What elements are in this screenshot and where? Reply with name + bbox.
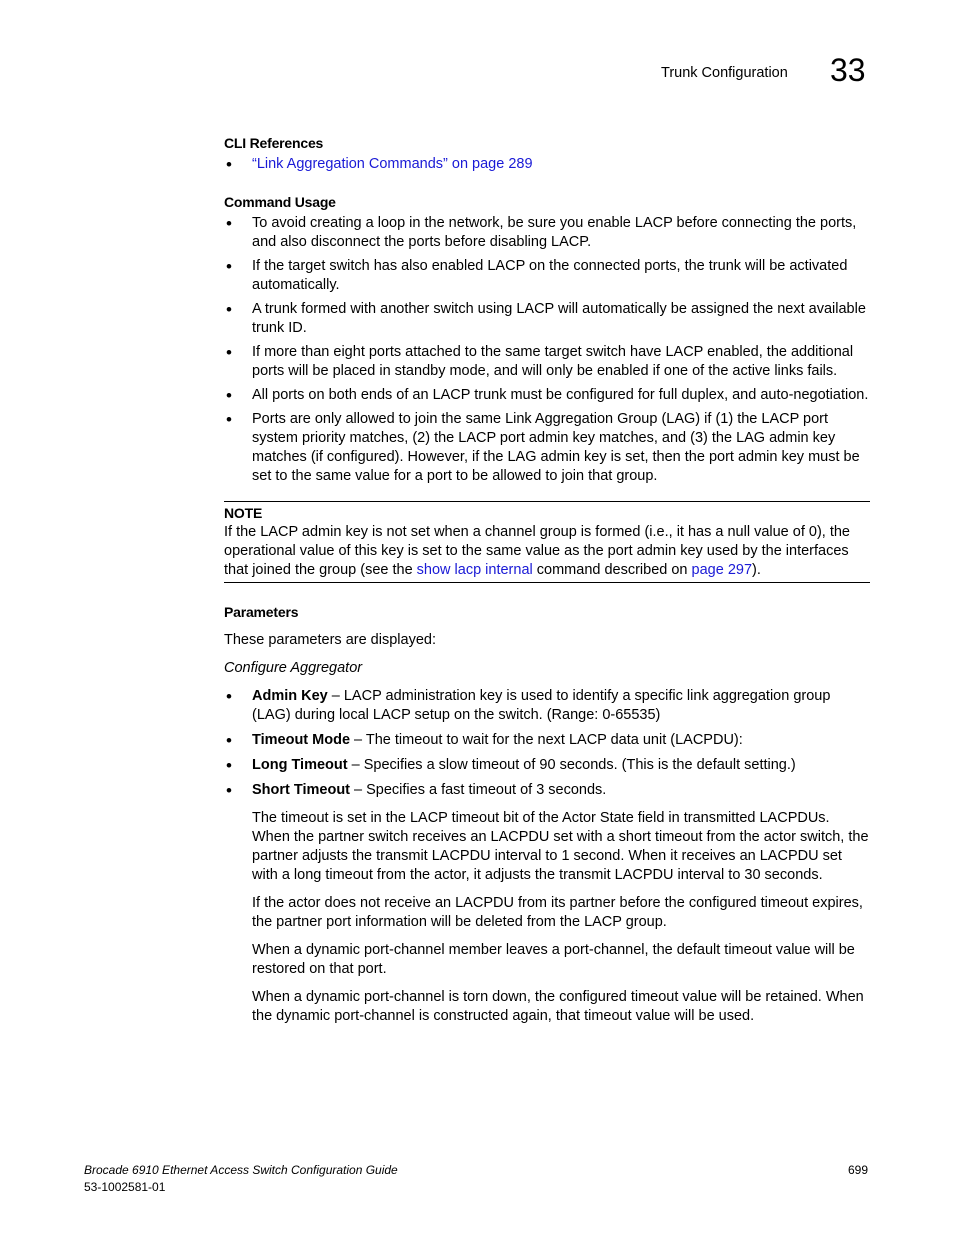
timeout-paragraph: If the actor does not receive an LACPDU from its partner before the configured timeout expires, the partner port information will be deleted from the LACP group. <box>252 895 863 930</box>
long-timeout-item: • Long Timeout – Specifies a slow timeout of 90 seconds. (This is the default setting.) <box>224 756 870 775</box>
cli-reference-link[interactable]: “Link Aggregation Commands” on page 289 <box>252 156 533 172</box>
list-item: • If more than eight ports attached to the same target switch have LACP enabled, the additional ports will be placed in standby mode, and will only be enabled if one of the active links fails. <box>224 343 870 381</box>
page-297-link[interactable]: page 297 <box>691 562 753 578</box>
parameters-list <box>224 687 870 750</box>
short-timeout-item: • Short Timeout – Specifies a fast timeout of 3 seconds. <box>224 781 870 800</box>
command-usage-heading: Command Usage <box>224 194 336 210</box>
note-text: If the LACP admin key is not set when a channel group is formed (i.e., it has a null value of 0), the operational value of this key is set to the same value as the port admin key used by the interfaces that joined the group (see the show lacp internal command described on page 297). <box>224 524 850 578</box>
page-footer <box>84 1162 398 1196</box>
command-usage-list <box>224 214 870 486</box>
list-item <box>224 155 870 174</box>
list-item: • All ports on both ends of an LACP trunk must be configured for full duplex, and auto-negotiation. <box>224 386 870 405</box>
parameters-heading: Parameters <box>224 604 299 620</box>
section-title: Trunk Configuration <box>661 65 788 81</box>
chapter-number: 33 <box>830 52 866 88</box>
doc-number: 53-1002581-01 <box>84 1180 166 1194</box>
timeout-mode-item: • Timeout Mode – The timeout to wait for the next LACP data unit (LACPDU): <box>224 731 870 750</box>
configure-aggregator-subheading: Configure Aggregator <box>224 660 363 676</box>
timeout-paragraph: The timeout is set in the LACP timeout bit of the Actor State field in transmitted LACPDUs. When the partner switch receives an LACPDU set with a short timeout from the actor switch, the partner adjusts the transmit LACPDU interval to 1 second. When it receives an LACPDU set with a long timeout from the actor, it adjusts the transmit LACPDU interval to 30 seconds. <box>252 810 869 883</box>
show-lacp-internal-link[interactable]: show lacp internal <box>416 562 533 578</box>
admin-key-item: • Admin Key – LACP administration key is used to identify a specific link aggregation group (LAG) during local LACP setup on the switch. (Range: 0-65535) <box>224 687 870 725</box>
list-item: • A trunk formed with another switch using LACP will automatically be assigned the next available trunk ID. <box>224 300 870 338</box>
note-box <box>224 501 870 583</box>
list-item: • Ports are only allowed to join the same Link Aggregation Group (LAG) if (1) the LACP port system priority matches, (2) the LACP port admin key matches, and (3) the LAG admin key matches (if configured). However, if the LAG admin key is set, then the port admin key must be set to the same value for a port to be allowed to join that group. <box>224 410 870 486</box>
page-number: 699 <box>848 1163 869 1177</box>
guide-title: Brocade 6910 Ethernet Access Switch Configuration Guide <box>84 1163 398 1177</box>
timeout-paragraph: When a dynamic port-channel is torn down, the configured timeout value will be retained. When the dynamic port-channel is constructed again, that timeout value will be used. <box>252 989 864 1024</box>
parameters-intro: These parameters are displayed: <box>224 632 436 648</box>
list-item: • To avoid creating a loop in the network, be sure you enable LACP before connecting the ports, and also disconnect the ports before disabling LACP. <box>224 214 870 252</box>
cli-references-heading: CLI References <box>224 135 324 151</box>
cli-references-list <box>224 155 870 174</box>
page-body <box>224 134 870 1026</box>
list-item: • If the target switch has also enabled LACP on the connected ports, the trunk will be activated automatically. <box>224 257 870 295</box>
note-label: NOTE <box>224 505 263 521</box>
timeout-options-list <box>224 756 870 800</box>
timeout-paragraph: When a dynamic port-channel member leaves a port-channel, the default timeout value will be restored on that port. <box>252 942 855 977</box>
